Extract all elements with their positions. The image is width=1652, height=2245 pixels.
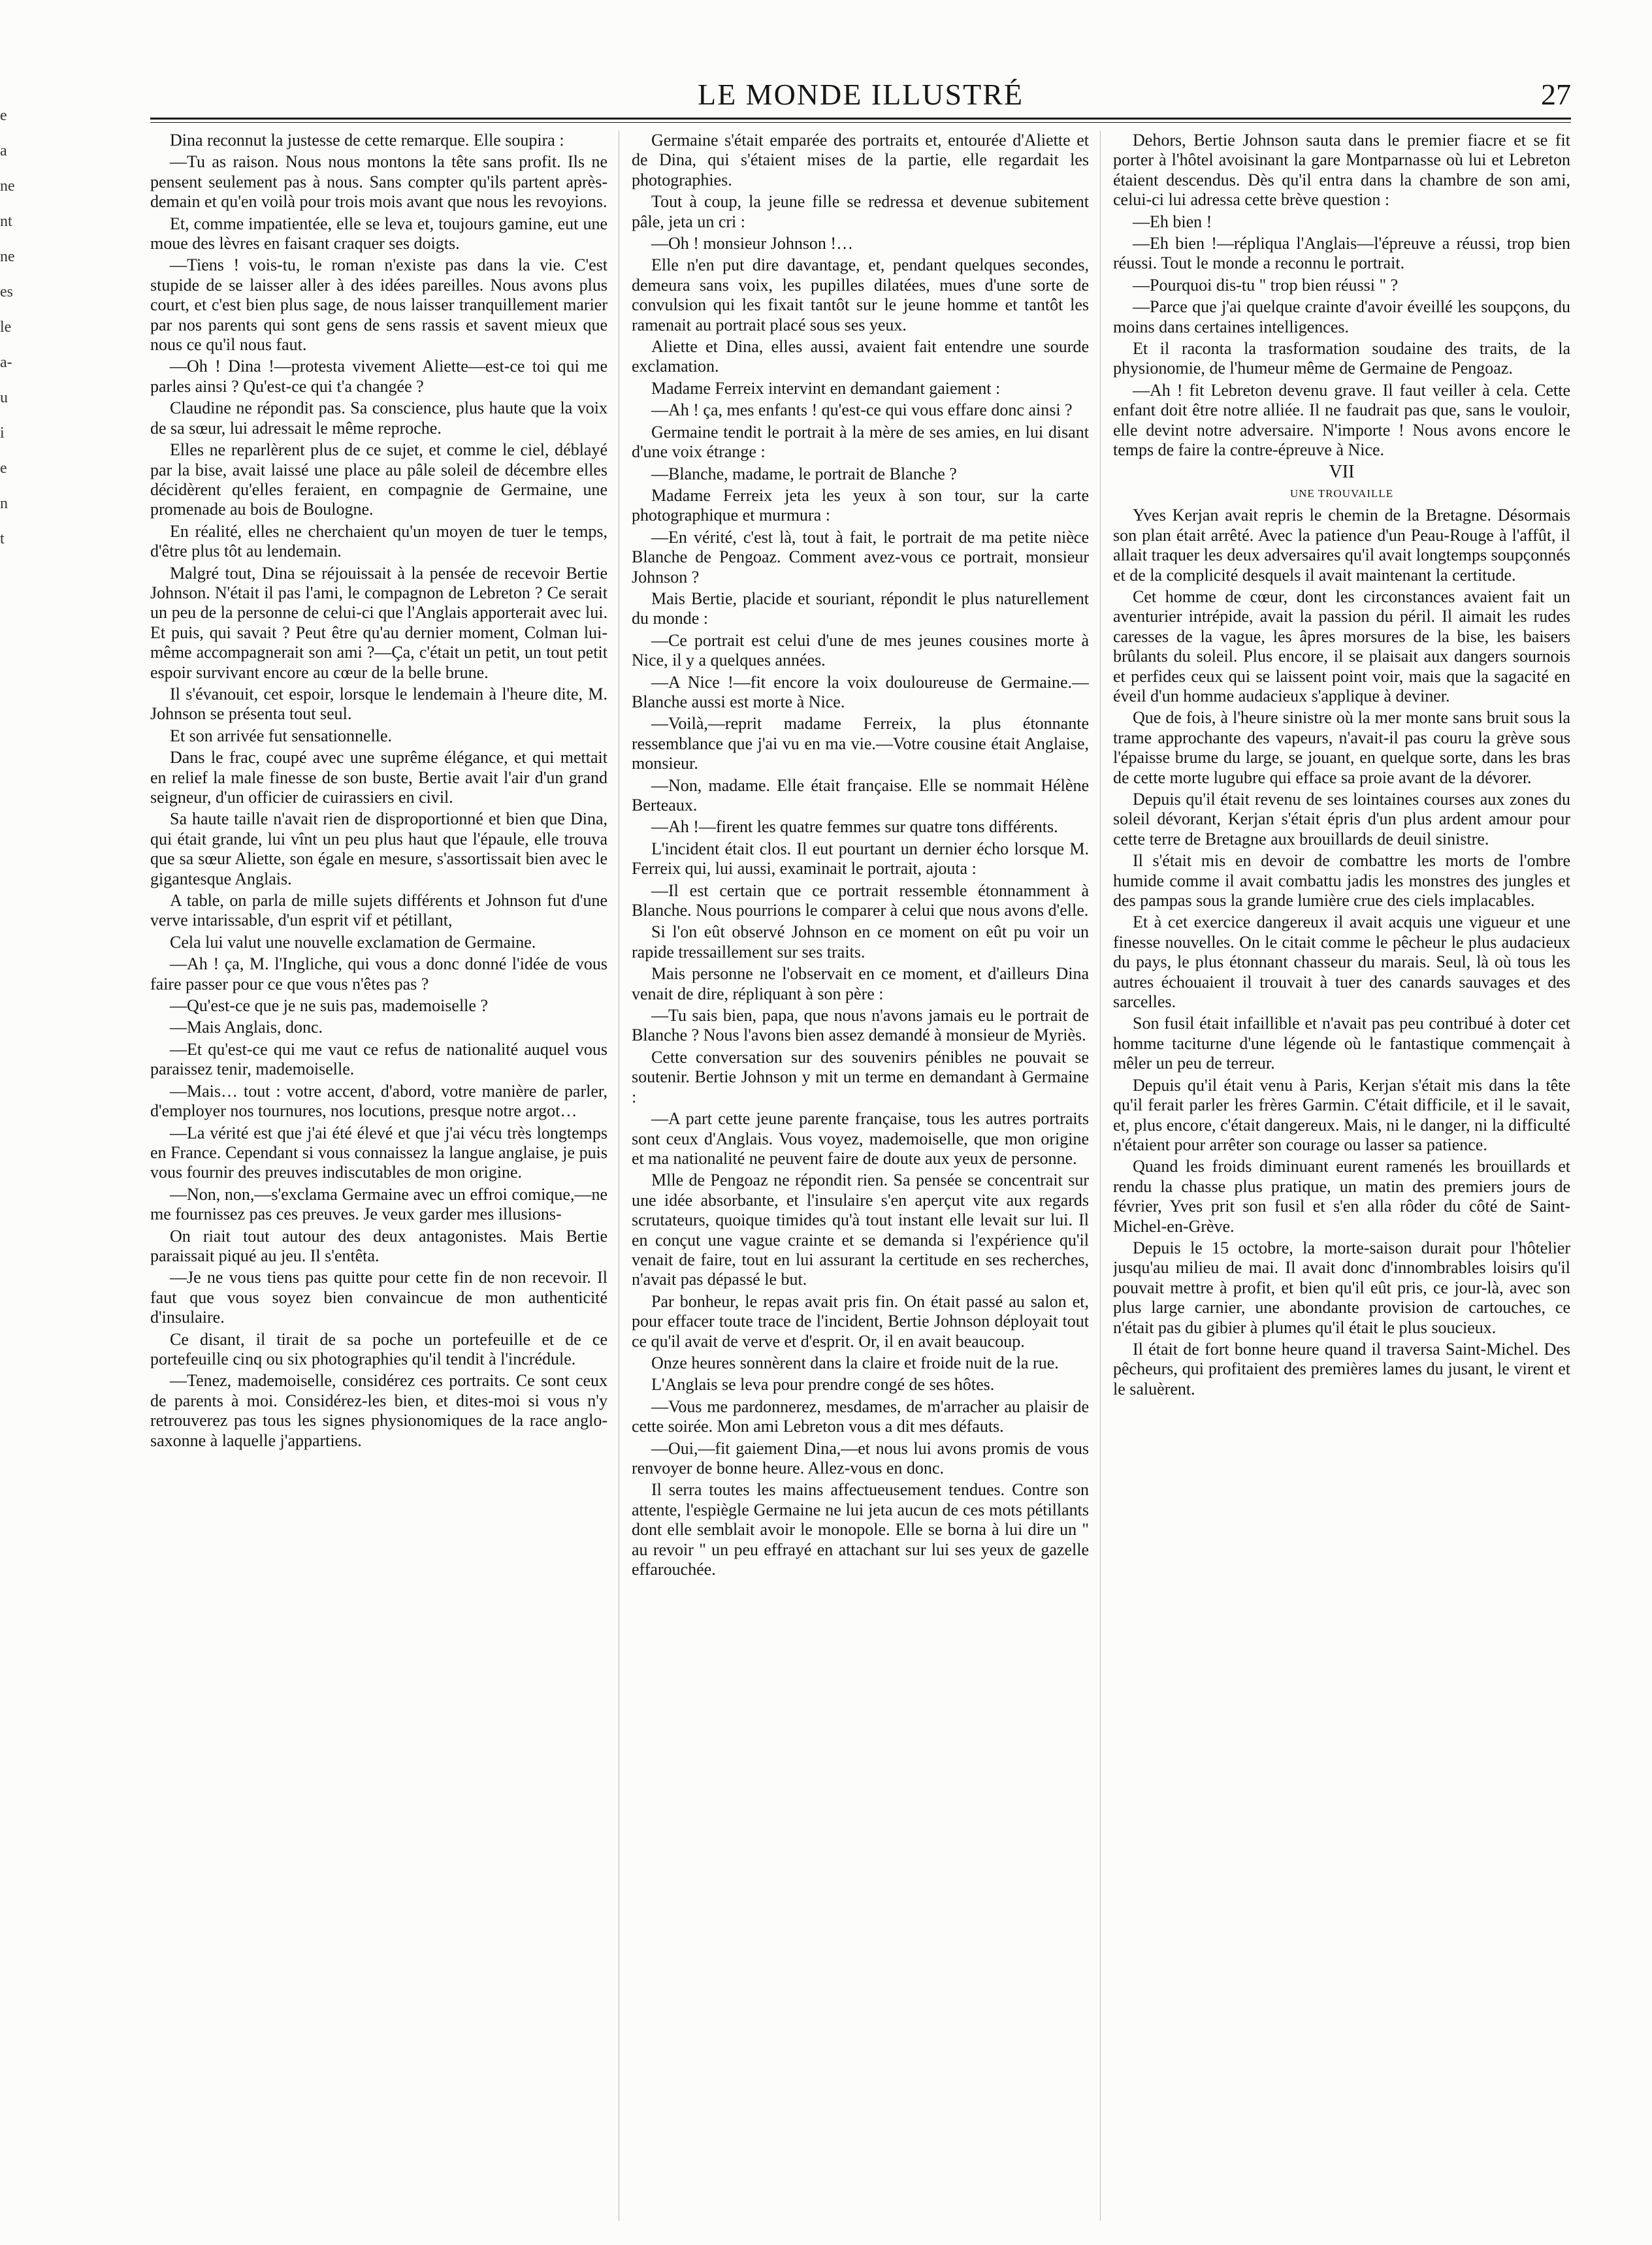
bleed-letter: a [0,142,7,159]
paragraph: —A part cette jeune parente française, tous les autres portraits sont ceux d'Anglais. Vous voyez, mademoiselle, que mon origine et ma nationalité ne peuvent faire de doute aux yeux de personne. [632,1109,1089,1168]
paragraph: —Ah !—firent les quatre femmes sur quatre tons différents. [651,817,1058,837]
paragraph: On riait tout autour des deux antagonistes. Mais Bertie paraissait piqué au jeu. Il s'entêta. [150,1226,607,1265]
paragraph: Depuis qu'il était revenu de ses lointaines courses aux zones du soleil dévorant, Kerjan s'était épris d'un plus ardent amour pour cette terre de Bretagne aux brouillards de deuil sinistre. [1113,790,1570,848]
paragraph: Aliette et Dina, elles aussi, avaient fait entendre une sourde exclamation. [632,337,1089,376]
paragraph: Dehors, Bertie Johnson sauta dans le premier fiacre et se fit porter à l'hôtel avoisinant la gare Montparnasse où lui et Lebreton étaient descendus. Dès qu'il entra dans la chambre de son ami, celui-ci lui adressa cette brève question : [1113,131,1570,210]
bleed-letter: a- [0,354,12,371]
bleed-letter: t [0,530,5,547]
paragraph: L'incident était clos. Il eut pourtant un dernier écho lorsque M. Ferreix qui, lui aussi, examinait le portrait, ajouta : [632,839,1089,879]
paragraph: Mlle de Pengoaz ne répondit rien. Sa pensée se concentrait sur une idée absorbante, et l'insulaire s'en aperçut vite aux regards scrutateurs, quoique timides qu'à tout instant elle levait sur lui. Il en conçut une vague crainte et se demanda si l'expérience qu'il venait de faire, tout en lui assurant la certitude en ses recherches, n'avait pas dépassé le but. [632,1171,1089,1289]
bleed-letter: e [0,107,7,124]
paragraph: —Oh ! Dina !—protesta vivement Aliette—est-ce toi qui me parles ainsi ? Qu'est-ce qui t'a changée ? [150,357,607,396]
paragraph: —Eh bien !—répliqua l'Anglais—l'épreuve a réussi, trop bien réussi. Tout le monde a reconnu le portrait. [1113,234,1570,273]
column-1 [150,131,607,2221]
publication-title: LE MONDE ILLUSTRÉ [697,78,1024,111]
paragraph: Tout à coup, la jeune fille se redressa et devenue subitement pâle, jeta un cri : [632,192,1089,231]
paragraph: L'Anglais se leva pour prendre congé de ses hôtes. [651,1375,995,1395]
paragraph: —Qu'est-ce que je ne suis pas, mademoiselle ? [170,996,488,1016]
paragraph: Depuis qu'il était venu à Paris, Kerjan s'était mis dans la tête qu'il ferait parler les frères Garmin. C'était difficile, et il le savait, et, plus encore, c'était dangereux. Mais, ni le danger, ni la difficulté n'étaient pour arrêter son courage ou lasser sa patience. [1113,1075,1570,1154]
paragraph: —Ce portrait est celui d'une de mes jeunes cousines morte à Nice, il y a quelques années. [632,630,1089,670]
paragraph: Par bonheur, le repas avait pris fin. On était passé au salon et, pour effacer toute trace de l'incident, Bertie Johnson déployait tout ce qu'il avait de verve et d'esprit. Or, il en avait beaucoup. [632,1291,1089,1351]
paragraph: Cela lui valut une nouvelle exclamation de Germaine. [170,932,536,952]
paragraph: Ce disant, il tirait de sa poche un portefeuille et de ce portefeuille cinq ou six photographies qu'il tendit à l'incrédule. [150,1329,607,1368]
paragraph: —Oh ! monsieur Johnson !… [651,234,854,253]
paragraph: Madame Ferreix intervint en demandant gaiement : [651,378,1001,398]
paragraph: Germaine tendit le portrait à la mère de ses amies, en lui disant d'une voix étrange : [632,422,1089,462]
paragraph: —Parce que j'ai quelque crainte d'avoir éveillé les soupçons, du moins dans certaines intelligences. [1113,297,1570,336]
paragraph: —Mais Anglais, donc. [170,1018,323,1037]
paragraph: Et, comme impatientée, elle se leva et, toujours gamine, eut une moue des lèvres en faisant craquer ses doigts. [150,214,607,253]
column-separator [1100,131,1101,2221]
chapter-number: VII [1329,461,1355,482]
bleed-letter: e [0,460,7,477]
paragraph: —Vous me pardonnerez, mesdames, de m'arracher au plaisir de cette soirée. Mon ami Lebreton vous a dit mes défauts. [632,1397,1089,1436]
header-rule-thin [150,122,1571,123]
paragraph: Il s'était mis en devoir de combattre les morts de l'ombre humide comme il avait combattu jadis les monstres des jungles et des pampas sous la grande lumière crue des ciels implacables. [1113,851,1570,911]
paragraph: —En vérité, c'est là, tout à fait, le portrait de ma petite nièce Blanche de Pengoaz. Comment avez-vous ce portrait, monsieur Johnson ? [632,527,1089,587]
paragraph: Et son arrivée fut sensationnelle. [170,726,393,745]
bleed-letter: n [0,495,8,512]
paragraph: —Il est certain que ce portrait ressemble étonnamment à Blanche. Nous pourrions le comparer à celui que nous avons d'elle. [632,880,1089,920]
paragraph: Il s'évanouit, cet espoir, lorsque le lendemain à l'heure dite, M. Johnson se présenta tout seul. [150,684,607,724]
paragraph: Il était de fort bonne heure quand il traversa Saint-Michel. Des pêcheurs, qui profitaient des premières lames du jusant, le virent et le saluèrent. [1113,1339,1570,1398]
bleed-letter: nt [0,213,12,230]
paragraph: Dans le frac, coupé avec une suprême élégance, et qui mettait en relief la male finesse de son buste, Bertie avait l'air d'un grand seigneur, d'un officier de cuirassiers en civil. [150,748,607,807]
page-number: 27 [1541,78,1571,111]
paragraph: —Tu as raison. Nous nous montons la tête sans profit. Ils ne pensent seulement pas à nous. Sans compter qu'ils partent après-demain et qu'en voilà pour trois mois avant que nous les revoyions. [150,152,607,212]
margin-bleed-through [0,98,17,882]
paragraph: —Pourquoi dis-tu " trop bien réussi " ? [1133,275,1399,295]
paragraph: —Ah ! ça, M. l'Ingliche, qui vous a donc donné l'idée de vous faire passer pour ce que vous n'êtes pas ? [150,954,607,993]
paragraph: —Ah ! ça, mes enfants ! qu'est-ce qui vous effare donc ainsi ? [651,400,1073,420]
paragraph: —Tenez, mademoiselle, considérez ces portraits. Ce sont ceux de parents à moi. Considérez-les bien, et dites-moi si vous n'y retrouverez pas tous les signes physionomiques de la race anglo-saxonne à laquelle j'appartiens. [150,1371,607,1450]
paragraph: —Non, non,—s'exclama Germaine avec un effroi comique,—ne me fournissez pas ces preuves. Je veux garder mes illusions- [150,1184,607,1224]
paragraph: —Ah ! fit Lebreton devenu grave. Il faut veiller à cela. Cette enfant doit être notre alliée. Il ne faudrait pas que, sans le vouloir, elle devint notre adversaire. N'importe ! Nous avons encore le temps de faire la contre-épreuve à Nice. [1113,380,1570,460]
bleed-letter: u [0,389,8,406]
paragraph: —A Nice !—fit encore la voix douloureuse de Germaine.—Blanche aussi est morte à Nice. [632,672,1089,711]
paragraph: Cet homme de cœur, dont les circonstances avaient fait un aventurier intrépide, avait la passion du péril. Il aimait les rudes caresses de la vague, les âpres morsures de la bise, les baisers brûlants du soleil. Plus encore, il se plaisait aux dangers sournois et perfides ceux qui se laissent point voir, mais que la sagacité en éveil d'un homme audacieux s'applique à deviner. [1113,587,1570,705]
paragraph: —Tiens ! vois-tu, le roman n'existe pas dans la vie. C'est stupide de se laisser aller à des idées pareilles. Nous avons plus court, et c'est bien plus sage, de nous laisser tranquillement marier par nos parents qui sont gens de sens rassis et savent mieux que nous ce qu'il nous faut. [150,255,607,355]
paragraph: Si l'on eût observé Johnson en ce moment on eût pu voir un rapide tressaillement sur ses traits. [632,922,1089,961]
paragraph: —Et qu'est-ce qui me vaut ce refus de nationalité auquel vous paraissez tenir, mademoiselle. [150,1039,607,1079]
paragraph: —Eh bien ! [1133,212,1212,231]
paragraph: Quand les froids diminuant eurent ramenés les brouillards et rendu la chasse plus pratique, un matin des premiers jours de février, Yves prit son fusil et s'en alla rôder du côté de Saint-Michel-en-Grève. [1113,1157,1570,1236]
paragraph: Claudine ne répondit pas. Sa conscience, plus haute que la voix de sa sœur, lui adressait le même reproche. [150,398,607,438]
paragraph: Mais Bertie, placide et souriant, répondit le plus naturellement du monde : [632,589,1089,628]
paragraph: A table, on parla de mille sujets différents et Johnson fut d'une verve intarissable, d'un esprit vif et pétillant, [150,891,607,930]
paragraph: Malgré tout, Dina se réjouissait à la pensée de recevoir Bertie Johnson. N'était il pas l'ami, le compagnon de Lebreton ? Ce serait un peu de la personne de celui-ci que l'Anglais apporterait avec lui. Et puis, qui savait ? Peut être qu'au dernier moment, Colman lui-même accompagnerait son ami ?—Ça, c'était un petit, un tout petit espoir survivant encore au cœur de la belle brune. [150,563,607,682]
paragraph: Il serra toutes les mains affectueusement tendues. Contre son attente, l'espiègle Germaine ne lui jeta aucun de ces mots pétillants dont elle semblait avoir le monopole. Elle se borna à lui dire un " au revoir " un peu effrayé en attachant sur lui ses yeux de gazelle effarouchée. [632,1480,1089,1579]
paragraph: Germaine s'était emparée des portraits et, entourée d'Aliette et de Dina, qui s'étaient mises de la partie, elle regardait les photographies. [632,131,1089,189]
paragraph: Elles ne reparlèrent plus de ce sujet, et comme le ciel, déblayé par la bise, avait laissé une place au pâle soleil de décembre elles décidèrent qu'elles feraient, en compagnie de Germaine, une promenade au bois de Boulogne. [150,440,607,519]
paragraph: —Non, madame. Elle était française. Elle se nommait Hélène Berteaux. [632,775,1089,815]
column-2 [632,131,1089,2221]
bleed-letter: ne [0,178,15,195]
paragraph: Mais personne ne l'observait en ce moment, et d'ailleurs Dina venait de dire, répliquant à son père : [632,964,1089,1003]
column-3 [1113,131,1570,2221]
paragraph: —Oui,—fit gaiement Dina,—et nous lui avons promis de vous renvoyer de bonne heure. Allez-vous en donc. [632,1438,1089,1478]
header-rule [150,118,1571,120]
masthead [150,77,1571,116]
paragraph: En réalité, elles ne cherchaient qu'un moyen de tuer le temps, d'être plus tôt au lendemain. [150,521,607,561]
paragraph: Son fusil était infaillible et n'avait pas peu contribué à doter cet homme taciturne d'une légende où le fantastique commençait à mêler un peu de terreur. [1113,1014,1570,1073]
paragraph: —Mais… tout : votre accent, d'abord, votre manière de parler, d'employer nos tournures, nos locutions, presque notre argot… [150,1081,607,1121]
paragraph: Onze heures sonnèrent dans la claire et froide nuit de la rue. [651,1353,1059,1372]
paragraph: —La vérité est que j'ai été élevé et que j'ai vécu très longtemps en France. Cependant si vous connaissez la langue anglaise, je puis vous fournir des preuves indiscutables de mon origine. [150,1123,607,1182]
paragraph: Elle n'en put dire davantage, et, pendant quelques secondes, demeura sans voix, les pupilles dilatées, mues d'une sorte de convulsion qui les fixait tantôt sur le jeune homme et tantôt les ramenait au portrait placé sous ses yeux. [632,255,1089,334]
paragraph: Cette conversation sur des souvenirs pénibles ne pouvait se soutenir. Bertie Johnson y mit un terme en demandant à Germaine : [632,1047,1089,1106]
bleed-letter: i [0,425,5,442]
chapter-title: UNE TROUVAILLE [1289,487,1394,500]
paragraph: Que de fois, à l'heure sinistre où la mer monte sans bruit sous la trame approchante des vapeurs, n'avait-il pas couru la grève sous l'épaisse brume du large, se jouant, en quelque sorte, dans les bras de cette morte lugubre qui efface sa proie avant de la dévorer. [1113,708,1570,787]
bleed-letter: le [0,319,12,336]
paragraph: —Je ne vous tiens pas quitte pour cette fin de non recevoir. Il faut que vous soyez bien convaincue de mon authenticité d'insulaire. [150,1268,607,1327]
paragraph: Yves Kerjan avait repris le chemin de la Bretagne. Désormais son plan était arrêté. Avec la patience d'un Peau-Rouge à l'affût, il allait traquer les deux adversaires qu'il avait longtemps soupçonnés et de la complicité desquels il avait maintenant la certitude. [1113,506,1570,585]
paragraph: Et à cet exercice dangereux il avait acquis une vigueur et une finesse nouvelles. On le citait comme le pêcheur le plus audacieux du pays, le plus étonnant chasseur du marais. Seul, là où tous les autres échouaient il trouvait à tuer des canards sauvages et des sarcelles. [1113,913,1570,1012]
paragraph: Et il raconta la trasformation soudaine des traits, de la physionomie, de l'humeur même de Germaine de Pengoaz. [1113,339,1570,378]
paragraph: —Blanche, madame, le portrait de Blanche ? [651,464,957,483]
paragraph: Depuis le 15 octobre, la morte-saison durait pour l'hôtelier jusqu'au milieu de mai. Il avait donc d'innombrables loisirs qu'il pouvait mettre à profit, et bien qu'il eût pris, ce jour-là, avec son plus large carnier, une abondante provision de cartouches, ce n'était pas du gibier à plumes qu'il était le plus soucieux. [1113,1238,1570,1337]
paragraph: Sa haute taille n'avait rien de disproportionné et bien que Dina, qui était grande, lui vînt un peu plus haut que l'épaule, elle trouva que sa sœur Aliette, son égale en mesure, s'assortissait bien avec le gigantesque Anglais. [150,809,607,888]
paragraph: —Voilà,—reprit madame Ferreix, la plus étonnante ressemblance que j'ai vu en ma vie.—Votre cousine était Anglaise, monsieur. [632,714,1089,773]
paragraph: Madame Ferreix jeta les yeux à son tour, sur la carte photographique et murmura : [632,485,1089,525]
bleed-letter: es [0,283,13,300]
paragraph: —Tu sais bien, papa, que nous n'avons jamais eu le portrait de Blanche ? Nous l'avons bien assez demandé à monsieur de Myriès. [632,1006,1089,1045]
paragraph: Dina reconnut la justesse de cette remarque. Elle soupira : [170,131,564,150]
bleed-letter: ne [0,248,15,265]
